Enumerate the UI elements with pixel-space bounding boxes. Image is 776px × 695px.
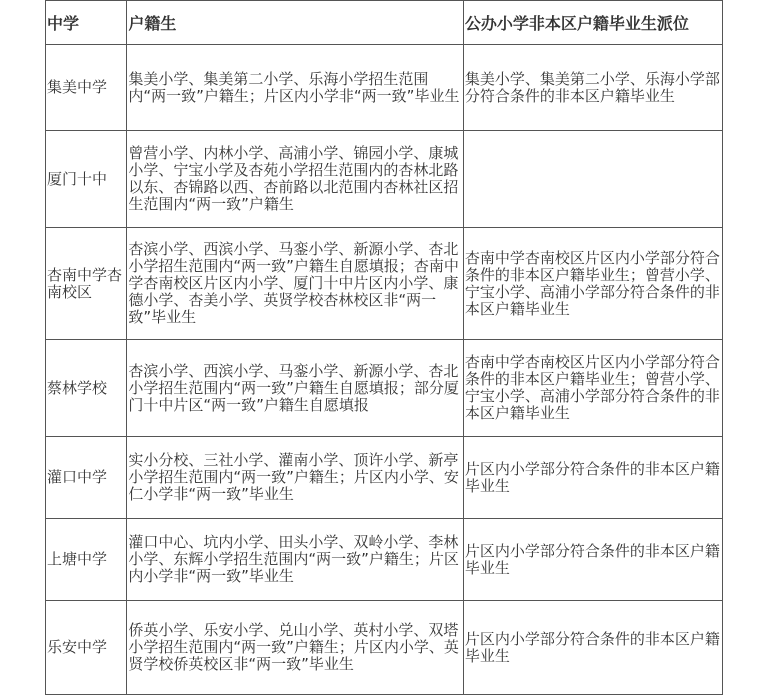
school-name: 上塘中学	[46, 519, 127, 601]
nonlocal-cell: 杏南中学杏南校区片区内小学部分符合条件的非本区户籍毕业生；曾营小学、宁宝小学、高浦小学部分符合条件的非本区户籍毕业生	[463, 228, 722, 340]
table-row	[46, 437, 723, 519]
nonlocal-cell	[463, 131, 722, 228]
nonlocal-cell: 片区内小学部分符合条件的非本区户籍毕业生	[463, 519, 722, 601]
hukou-cell: 侨英小学、乐安小学、兑山小学、英村小学、双塔小学招生范围内“两一致”户籍生；片区内小学、英贤学校侨英校区非“两一致”毕业生	[127, 601, 463, 695]
enrollment-table	[45, 0, 723, 695]
school-name: 杏南中学杏南校区	[46, 228, 127, 340]
nonlocal-cell: 集美小学、集美第二小学、乐海小学部分符合条件的非本区户籍毕业生	[463, 45, 722, 131]
school-name: 集美中学	[46, 45, 127, 131]
hukou-cell: 杏滨小学、西滨小学、马銮小学、新源小学、杏北小学招生范围内“两一致”户籍生自愿填报；部分厦门十中片区“两一致”户籍生自愿填报	[127, 340, 463, 437]
school-name: 蔡林学校	[46, 340, 127, 437]
nonlocal-cell: 杏南中学杏南校区片区内小学部分符合条件的非本区户籍毕业生；曾营小学、宁宝小学、高浦小学部分符合条件的非本区户籍毕业生	[463, 340, 722, 437]
table-row	[46, 45, 723, 131]
header-nonlocal: 公办小学非本区户籍毕业生派位	[463, 1, 722, 45]
table-row	[46, 601, 723, 695]
header-hukou: 户籍生	[127, 1, 463, 45]
nonlocal-cell: 片区内小学部分符合条件的非本区户籍毕业生	[463, 437, 722, 519]
hukou-cell: 杏滨小学、西滨小学、马銮小学、新源小学、杏北小学招生范围内“两一致”户籍生自愿填报；杏南中学杏南校区片区内小学、厦门十中片区内小学、康德小学、杏美小学、英贤学校杏林校区非“两一致”毕业生	[127, 228, 463, 340]
school-name: 灌口中学	[46, 437, 127, 519]
hukou-cell: 灌口中心、坑内小学、田头小学、双岭小学、李林小学、东辉小学招生范围内“两一致”户籍生；片区内小学非“两一致”毕业生	[127, 519, 463, 601]
nonlocal-cell: 片区内小学部分符合条件的非本区户籍毕业生	[463, 601, 722, 695]
table-header-row	[46, 1, 723, 45]
table-row	[46, 228, 723, 340]
hukou-cell: 集美小学、集美第二小学、乐海小学招生范围内“两一致”户籍生；片区内小学非“两一致”毕业生	[127, 45, 463, 131]
table-row	[46, 340, 723, 437]
header-school: 中学	[46, 1, 127, 45]
school-name: 厦门十中	[46, 131, 127, 228]
hukou-cell: 实小分校、三社小学、灌南小学、顶许小学、新亭小学招生范围内“两一致”户籍生；片区内小学、安仁小学非“两一致”毕业生	[127, 437, 463, 519]
table-row	[46, 519, 723, 601]
school-name: 乐安中学	[46, 601, 127, 695]
table-row	[46, 131, 723, 228]
hukou-cell: 曾营小学、内林小学、高浦小学、锦园小学、康城小学、宁宝小学及杏苑小学招生范围内的杏林北路以东、杏锦路以西、杏前路以北范围内杏林社区招生范围内“两一致”户籍生	[127, 131, 463, 228]
